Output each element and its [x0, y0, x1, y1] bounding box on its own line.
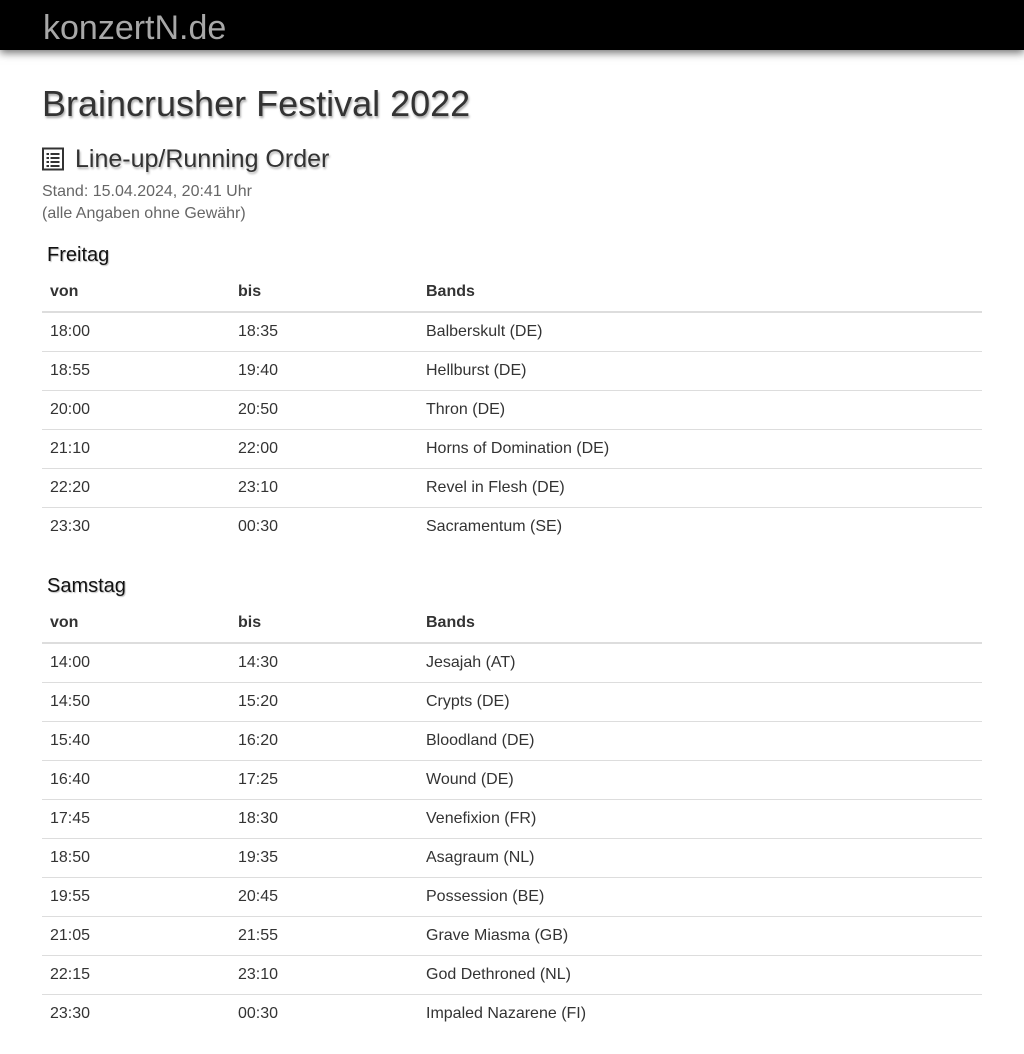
cell-band: Asagraum (NL) — [418, 839, 982, 878]
day-title-freitag: Freitag — [47, 244, 110, 266]
cell-bis: 14:30 — [230, 643, 418, 683]
cell-von: 14:00 — [42, 643, 230, 683]
cell-von: 19:55 — [42, 878, 230, 917]
table-row — [42, 312, 982, 352]
table-row — [42, 995, 982, 1034]
table-row — [42, 800, 982, 839]
schedule-table-samstag — [42, 604, 982, 1033]
cell-bis: 22:00 — [230, 430, 418, 469]
table-row — [42, 508, 982, 547]
cell-band: Revel in Flesh (DE) — [418, 469, 982, 508]
column-header-bands: Bands — [418, 604, 982, 643]
cell-von: 23:30 — [50, 518, 91, 535]
cell-von: 21:05 — [42, 917, 230, 956]
cell-band: Balberskult (DE) — [418, 312, 982, 352]
table-row — [42, 722, 982, 761]
cell-band: Venefixion (FR) — [418, 800, 982, 839]
section-header — [42, 143, 329, 175]
cell-bis: 20:50 — [230, 391, 418, 430]
column-header-von: von — [42, 604, 230, 643]
cell-band: Wound (DE) — [418, 761, 982, 800]
schedule-table-freitag — [42, 273, 982, 546]
cell-von: 22:15 — [42, 956, 230, 995]
column-header-bis: bis — [230, 273, 418, 312]
table-row — [42, 683, 982, 722]
table-row — [42, 839, 982, 878]
table-header-row — [42, 273, 982, 312]
table-row — [42, 917, 982, 956]
cell-bis: 00:30 — [238, 518, 279, 535]
table-row — [42, 878, 982, 917]
cell-von: 18:55 — [42, 352, 230, 391]
cell-band: Grave Miasma (GB) — [418, 917, 982, 956]
cell-bis: 18:35 — [230, 312, 418, 352]
cell-bis: 19:40 — [230, 352, 418, 391]
table-row — [42, 352, 982, 391]
page-title: Braincrusher Festival 2022 — [42, 83, 471, 124]
table-row — [42, 469, 982, 508]
table-row — [42, 391, 982, 430]
cell-band: Horns of Domination (DE) — [418, 430, 982, 469]
last-updated: Stand: 15.04.2024, 20:41 Uhr — [42, 183, 252, 200]
cell-von: 18:00 — [42, 312, 230, 352]
cell-bis: 23:10 — [230, 469, 418, 508]
cell-band: Jesajah (AT) — [418, 643, 982, 683]
cell-bis: 21:55 — [230, 917, 418, 956]
table-row — [42, 643, 982, 683]
cell-bis: 23:10 — [230, 956, 418, 995]
cell-von: 15:40 — [42, 722, 230, 761]
cell-band: Thron (DE) — [418, 391, 982, 430]
cell-bis: 00:30 — [238, 1005, 279, 1022]
table-row — [42, 430, 982, 469]
top-navbar — [0, 0, 1024, 50]
table-row — [42, 761, 982, 800]
cell-bis: 19:35 — [230, 839, 418, 878]
cell-von: 17:45 — [42, 800, 230, 839]
column-header-bis: bis — [230, 604, 418, 643]
cell-band: Impaled Nazarene (FI) — [426, 1005, 587, 1022]
cell-bis: 18:30 — [230, 800, 418, 839]
cell-band: Bloodland (DE) — [418, 722, 982, 761]
cell-von: 14:50 — [42, 683, 230, 722]
cell-band: God Dethroned (NL) — [418, 956, 982, 995]
cell-bis: 17:25 — [230, 761, 418, 800]
cell-von: 16:40 — [42, 761, 230, 800]
table-row — [42, 956, 982, 995]
list-icon — [42, 147, 64, 171]
cell-bis: 15:20 — [230, 683, 418, 722]
cell-von: 22:20 — [42, 469, 230, 508]
cell-bis: 20:45 — [230, 878, 418, 917]
cell-band: Crypts (DE) — [418, 683, 982, 722]
cell-band: Possession (BE) — [418, 878, 982, 917]
table-header-row — [42, 604, 982, 643]
cell-band: Hellburst (DE) — [418, 352, 982, 391]
column-header-von: von — [42, 273, 230, 312]
cell-von: 18:50 — [42, 839, 230, 878]
cell-von: 23:30 — [50, 1005, 91, 1022]
cell-von: 21:10 — [42, 430, 230, 469]
cell-band: Sacramentum (SE) — [426, 518, 563, 535]
section-title: Line-up/Running Order — [75, 145, 330, 173]
day-title-samstag: Samstag — [47, 575, 126, 597]
brand-link[interactable]: konzertN.de — [43, 9, 227, 47]
cell-von: 20:00 — [42, 391, 230, 430]
column-header-bands: Bands — [418, 273, 982, 312]
cell-bis: 16:20 — [230, 722, 418, 761]
disclaimer: (alle Angaben ohne Gewähr) — [42, 205, 246, 222]
